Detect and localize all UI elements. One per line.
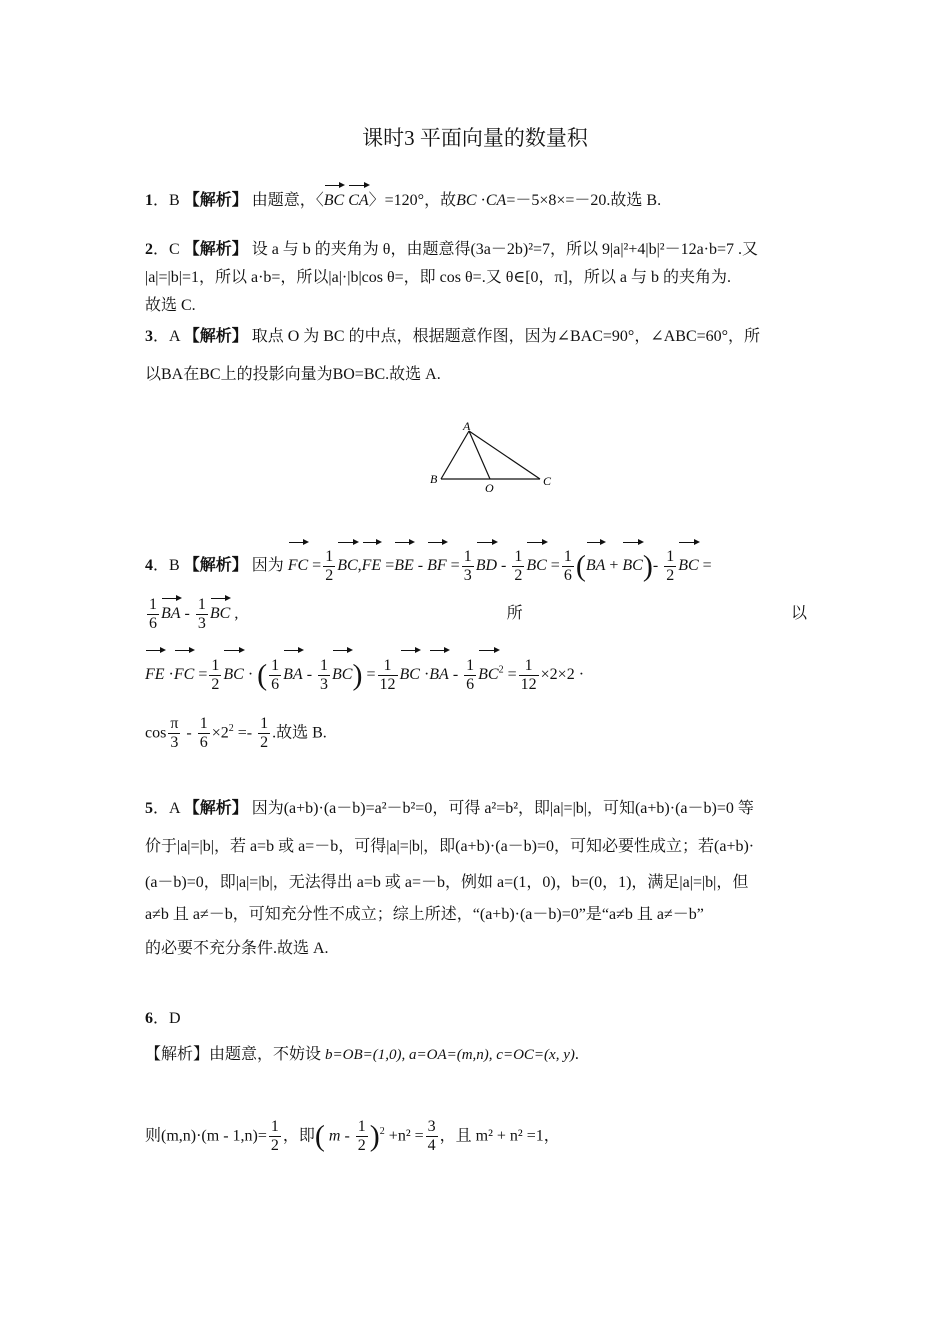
fraction: $\frac{3}{4}$	[427, 1118, 436, 1155]
fraction: $\frac{1}{6}$	[271, 656, 280, 693]
q5-line-4: a≠b 且 a≠－b，可知充分性不成立；综上所述，“(a+b)·(a－b)=0”是“a≠b 且 a≠－b”	[145, 906, 704, 923]
label-b: B	[430, 472, 438, 486]
q1-line: 1．B 【解析】 由题意，〈BC CA〉=120°，故BC ·CA=－5×8×=－20.故选 B.	[145, 183, 807, 213]
fraction: $\frac{1}{3}$	[197, 595, 206, 632]
q4-line-2: $\frac{1}{6}$ BA - $\frac{1}{3}$ BC , 所 以	[149, 595, 807, 632]
fraction: $\frac{1}{12}$	[379, 656, 396, 693]
fraction: $\frac{\pi}{3}$	[170, 715, 179, 752]
segment-ab	[441, 431, 469, 479]
q3-line-2: 以BA在BC上的投影向量为BO=BC.故选 A.	[145, 366, 441, 383]
fraction: $\frac{1}{3}$	[463, 547, 472, 584]
q2-line-2: |a|=|b|=1，所以 a·b=，所以|a|·|b|cos θ=，即 cos θ=.又 θ∈[0，π]，所以 a 与 b 的夹角为.	[145, 269, 732, 286]
q6-line-2: 【解析】由题意，不妨设 b=OB=(1,0), a=OA=(m,n), c=OC=(x, y).	[145, 1046, 579, 1063]
q5-line-1: 5．A 【解析】 因为(a+b)·(a－b)=a²－b²=0，可得 a²=b²，即|a|=|b|，可知(a+b)·(a－b)=0 等	[145, 800, 754, 817]
fraction: $\frac{1}{2}$	[357, 1118, 366, 1155]
fraction: $\frac{1}{2}$	[666, 547, 675, 584]
fraction: $\frac{1}{2}$	[270, 1118, 279, 1155]
fraction: $\frac{1}{6}$	[563, 547, 572, 584]
fraction: $\frac{1}{6}$	[199, 715, 208, 752]
q4-line-1: 4．B 【解析】 因为 FC = $\frac{1}{2}$ BC,FE =BE - BF = $\frac{1}{3}$ BD - $\frac{1}{2}$ BC = $\frac{1}{6}$ (BA + BC)- $\frac{1}{2}$ BC =	[145, 540, 807, 580]
page-title: 课时3 平面向量的数量积	[362, 126, 588, 150]
fraction: $\frac{1}{2}$	[211, 656, 220, 693]
label-a: A	[463, 419, 471, 433]
q2-line-1: 2．C 【解析】 设 a 与 b 的夹角为 θ，由题意得(3a－2b)²=7，所以 9|a|²+4|b|²－12a·b=7 .又	[145, 241, 759, 258]
label-o: O	[485, 481, 494, 495]
q5-line-2: 价于|a|=|b|，若 a=b 或 a=－b，可得|a|=|b|，即(a+b)·(a－b)=0，可知必要性成立；若(a+b)·	[145, 838, 755, 855]
q4-line-3: FE ·FC = $\frac{1}{2}$ BC · ( $\frac{1}{6}$ BA - $\frac{1}{3}$ BC) = $\frac{1}{12}$ BC ·BA - $\frac{1}{6}$ $BC^2$ = $\frac{1}{12}$ ×2×2 ·	[145, 648, 807, 690]
q4-line-4: cos $\frac{\pi}{3}$ - $\frac{1}{6}$ $\times 2^2$ =- $\frac{1}{2}$ .故选 B.	[145, 715, 327, 752]
q6-line-3: 则(m,n)·(m - 1,n)= $\frac{1}{2}$ ，即( m - $\frac{1}{2}$ )$^2$ +n² = $\frac{3}{4}$ ，且 m² + n² =1，	[145, 1118, 560, 1155]
fraction: $\frac{1}{3}$	[320, 656, 329, 693]
fraction: $\frac{1}{2}$	[260, 715, 269, 752]
fraction: $\frac{1}{2}$	[514, 547, 523, 584]
label-c: C	[543, 474, 552, 488]
triangle-figure	[425, 418, 565, 498]
fraction: $\frac{1}{6}$	[149, 595, 157, 632]
q2-line-3: 故选 C.	[145, 297, 196, 314]
fraction: $\frac{1}{6}$	[466, 656, 475, 693]
q6-line-1: 6．D	[145, 1010, 181, 1027]
fraction: $\frac{1}{12}$	[520, 656, 537, 693]
q3-line-1: 3．A 【解析】 取点 O 为 BC 的中点，根据题意作图，因为∠BAC=90°，∠ABC=60°，所	[145, 328, 761, 345]
q5-line-5: 的必要不充分条件.故选 A.	[145, 940, 329, 957]
fraction: $\frac{1}{2}$	[325, 547, 334, 584]
q5-line-3: (a－b)=0，即|a|=|b|，无法得出 a=b 或 a=－b，例如 a=(1，0)，b=(0，1)，满足|a|=|b|，但	[145, 874, 749, 891]
